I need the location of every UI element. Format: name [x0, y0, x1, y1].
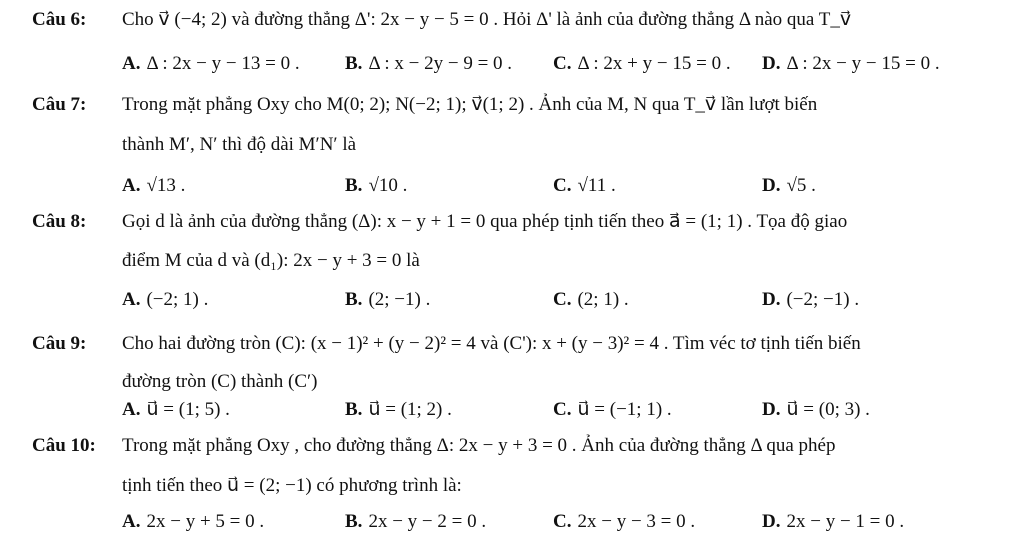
option-key: B. [345, 511, 363, 532]
option-key: A. [122, 289, 141, 310]
option-key: B. [345, 175, 363, 196]
question-6-option-c [553, 52, 731, 76]
question-9-option-a [122, 398, 230, 422]
option-text: Δ : x − 2y − 9 = 0 . [368, 53, 513, 74]
question-7-option-d [762, 174, 816, 198]
option-text: Δ : 2x − y − 13 = 0 . [146, 53, 300, 74]
option-text: u⃗ = (1; 5) . [146, 399, 230, 420]
option-text: Δ : 2x + y − 15 = 0 . [577, 53, 731, 74]
question-8-option-a [122, 288, 208, 312]
option-text: (2; 1) . [577, 289, 629, 310]
option-text: u⃗ = (0; 3) . [786, 399, 870, 420]
option-text: u⃗ = (−1; 1) . [577, 399, 672, 420]
question-8-text-line-1: Gọi d là ảnh của đường thẳng (Δ): x − y + 1 = 0 qua phép tịnh tiến theo a⃗ = (1; 1) . Tọa độ giao [122, 211, 848, 232]
question-10-option-a [122, 510, 264, 534]
option-text: u⃗ = (1; 2) . [368, 399, 452, 420]
question-6-text: Cho v⃗ (−4; 2) và đường thẳng Δ': 2x − y − 5 = 0 . Hỏi Δ' là ảnh của đường thẳng Δ nào qua T_v⃗ [122, 9, 852, 30]
question-7-option-b [345, 174, 407, 198]
option-text: 2x − y − 3 = 0 . [577, 511, 696, 532]
option-key: D. [762, 399, 781, 420]
question-6-label: Câu 6: [32, 9, 87, 30]
question-7-label: Câu 7: [32, 94, 87, 115]
question-10-option-c [553, 510, 695, 534]
question-7-option-a [122, 174, 185, 198]
question-9-option-c [553, 398, 672, 422]
question-8-option-c [553, 288, 629, 312]
option-text: √10 . [368, 175, 408, 196]
option-key: C. [553, 53, 572, 74]
option-key: B. [345, 289, 363, 310]
question-10-label: Câu 10: [32, 435, 96, 456]
option-key: D. [762, 289, 781, 310]
question-9-option-d [762, 398, 870, 422]
option-key: B. [345, 53, 363, 74]
option-text: 2x − y + 5 = 0 . [146, 511, 265, 532]
option-key: A. [122, 399, 141, 420]
question-6-option-d [762, 52, 940, 76]
option-text: (2; −1) . [368, 289, 431, 310]
option-text: √11 . [577, 175, 616, 196]
question-6-option-a [122, 52, 300, 76]
option-text: 2x − y − 1 = 0 . [786, 511, 905, 532]
option-key: D. [762, 53, 781, 74]
question-9-text-line-2: đường tròn (C) thành (C′) [122, 371, 318, 392]
option-text: (−2; −1) . [786, 289, 860, 310]
question-10-option-d [762, 510, 904, 534]
option-key: C. [553, 289, 572, 310]
question-9-option-b [345, 398, 452, 422]
question-10-option-b [345, 510, 486, 534]
option-key: A. [122, 175, 141, 196]
question-8-label: Câu 8: [32, 211, 87, 232]
question-7-text-line-1: Trong mặt phẳng Oxy cho M(0; 2); N(−2; 1); v⃗(1; 2) . Ảnh của M, N qua T_v⃗ lần lượt biến [122, 94, 818, 115]
question-9-text-line-1: Cho hai đường tròn (C): (x − 1)² + (y − 2)² = 4 và (C'): x + (y − 3)² = 4 . Tìm véc tơ tịnh tiến biến [122, 333, 861, 354]
option-key: A. [122, 53, 141, 74]
question-8-option-d [762, 288, 859, 312]
option-key: C. [553, 175, 572, 196]
option-text: √5 . [786, 175, 816, 196]
option-key: D. [762, 175, 781, 196]
option-text: √13 . [146, 175, 186, 196]
question-8-text-line-2: điểm M của d và (d₁): 2x − y + 3 = 0 là [122, 250, 420, 271]
question-10-text-line-2: tịnh tiến theo u⃗ = (2; −1) có phương trình là: [122, 475, 462, 496]
option-key: C. [553, 399, 572, 420]
option-key: D. [762, 511, 781, 532]
option-text: (−2; 1) . [146, 289, 209, 310]
option-key: B. [345, 399, 363, 420]
question-6-option-b [345, 52, 512, 76]
option-key: C. [553, 511, 572, 532]
question-8-option-b [345, 288, 430, 312]
option-text: 2x − y − 2 = 0 . [368, 511, 487, 532]
question-7-option-c [553, 174, 616, 198]
option-key: A. [122, 511, 141, 532]
question-9-label: Câu 9: [32, 333, 87, 354]
question-10-text-line-1: Trong mặt phẳng Oxy , cho đường thẳng Δ: 2x − y + 3 = 0 . Ảnh của đường thẳng Δ qua phép [122, 435, 836, 456]
option-text: Δ : 2x − y − 15 = 0 . [786, 53, 940, 74]
question-7-text-line-2: thành M′, N′ thì độ dài M′N′ là [122, 134, 357, 155]
